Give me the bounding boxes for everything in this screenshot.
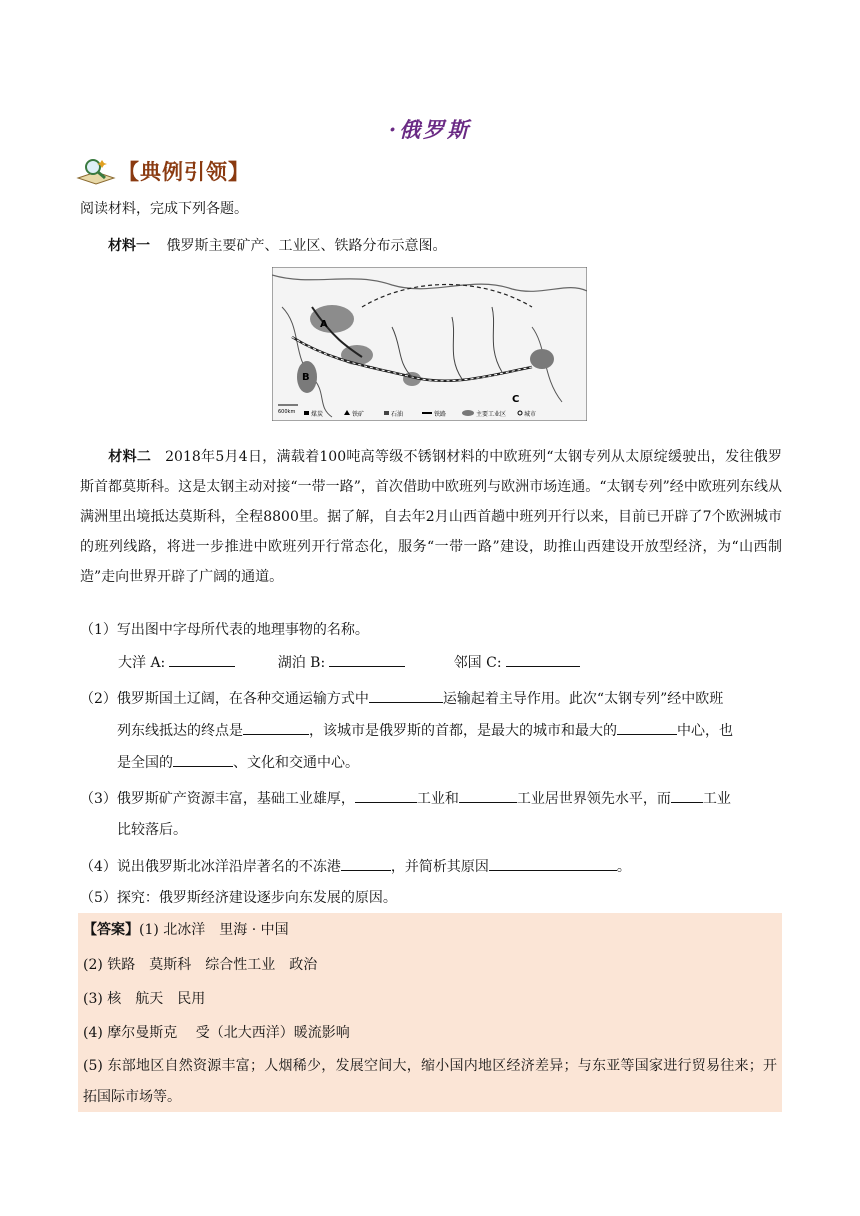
map-letter-b: B bbox=[302, 372, 310, 383]
legend-railway: 铁路 bbox=[434, 411, 447, 418]
answer-line-4: (4) 摩尔曼斯克 受（北大西洋）暖流影响 bbox=[83, 1025, 350, 1041]
answer-line-1: 【答案】(1) 北冰洋 里海 · 中国 bbox=[83, 922, 289, 938]
material-two bbox=[80, 442, 782, 592]
q1-ocean-label: 大洋 A: bbox=[118, 655, 166, 671]
answer-line-2: (2) 铁路 莫斯科 综合性工业 政治 bbox=[83, 957, 318, 973]
question-3-line-2: 比较落后。 bbox=[117, 822, 187, 838]
q1-country-label: 邻国 C: bbox=[453, 655, 502, 671]
answer-label: 【答案】 bbox=[83, 922, 139, 938]
material-two-label: 材料二 bbox=[108, 449, 152, 465]
question-3-line-1: （3）俄罗斯矿产资源丰富，基础工业雄厚， 工业和 工业居世界领先水平，而 工业 bbox=[80, 788, 731, 809]
q3-industry-2-blank[interactable] bbox=[459, 788, 517, 803]
q2-center-blank[interactable] bbox=[617, 720, 677, 735]
russia-map bbox=[272, 267, 587, 421]
page-title: ·俄罗斯 bbox=[388, 117, 472, 142]
material-one-label: 材料一 bbox=[108, 238, 150, 254]
legend-city: 城市 bbox=[524, 411, 537, 418]
answer-line-5: (5) 东部地区自然资源丰富；人烟稀少，发展空间大，缩小国内地区经济差异；与东亚等国家进行贸易往来；开拓国际市场等。 bbox=[83, 1058, 777, 1105]
answer-line-3: (3) 核 航天 民用 bbox=[83, 991, 206, 1007]
legend-coal: 煤炭 bbox=[311, 411, 324, 418]
question-2-line-1: （2）俄罗斯国土辽阔，在各种交通运输方式中 运输起着主导作用。此次“太钢专列”经中欧班 bbox=[80, 688, 723, 709]
map-letter-c: C bbox=[512, 394, 520, 405]
material-one bbox=[108, 236, 446, 256]
legend-industrial-zone: 主要工业区 bbox=[476, 411, 507, 418]
material-one-text: 俄罗斯主要矿产、工业区、铁路分布示意图。 bbox=[166, 238, 447, 254]
material-two-text: 2018年5月4日，满载着100吨高等级不锈钢材料的中欧班列“太钢专列从太原绽缓驶出，发往俄罗斯首都莫斯科。这是太钢主动对接“一带一路”，首次借助中欧班列与欧洲市场连通。“太钢专列”经中欧班列东线从满洲里出境抵达莫斯科，全程8800里。据了解，自去年2月山西首趟中班列开行以来，目前已开辟了7个欧洲城市的班列线路，将进一步推进中欧班列开行常态化，服务“一带一路”建设，助推山西建设开放型经济，为“山西制造”走向世界开辟了广阔的通道。 bbox=[80, 449, 783, 585]
question-1: （1）写出图中字母所代表的地理事物的名称。 bbox=[80, 622, 369, 638]
q2-national-blank[interactable] bbox=[173, 752, 233, 767]
q1-ocean-blank[interactable] bbox=[169, 652, 235, 667]
legend-iron: 铁矿 bbox=[352, 411, 365, 418]
question-1-answers bbox=[118, 652, 580, 673]
answer-box bbox=[78, 913, 782, 1112]
q4-reason-blank[interactable] bbox=[489, 856, 617, 871]
question-4: （4）说出俄罗斯北冰洋沿岸著名的不冻港 ，并简析其原因 。 bbox=[80, 856, 631, 877]
q2-transport-blank[interactable] bbox=[369, 688, 443, 703]
magnifier-book-icon bbox=[76, 156, 116, 186]
question-5: （5）探究：俄罗斯经济建设逐步向东发展的原因。 bbox=[80, 890, 397, 906]
map-letter-a: A bbox=[320, 319, 328, 330]
question-2-line-3: 是全国的 、文化和交通中心。 bbox=[117, 752, 359, 773]
q4-port-blank[interactable] bbox=[341, 856, 391, 871]
question-2-line-2: 列东线抵达的终点是 ，该城市是俄罗斯的首都，是最大的城市和最大的 中心，也 bbox=[117, 720, 733, 741]
q1-lake-label: 湖泊 B: bbox=[277, 655, 326, 671]
q2-terminal-blank[interactable] bbox=[243, 720, 309, 735]
legend-oil: 石油 bbox=[391, 411, 404, 418]
q1-lake-blank[interactable] bbox=[329, 652, 405, 667]
q1-country-blank[interactable] bbox=[506, 652, 580, 667]
section-header-label: 【典例引领】 bbox=[118, 160, 250, 184]
section-header bbox=[76, 156, 250, 186]
intro-text: 阅读材料，完成下列各题。 bbox=[80, 201, 248, 217]
q3-industry-3-blank[interactable] bbox=[671, 788, 703, 803]
map-scale-label: 600km bbox=[278, 409, 296, 415]
q3-industry-1-blank[interactable] bbox=[355, 788, 417, 803]
